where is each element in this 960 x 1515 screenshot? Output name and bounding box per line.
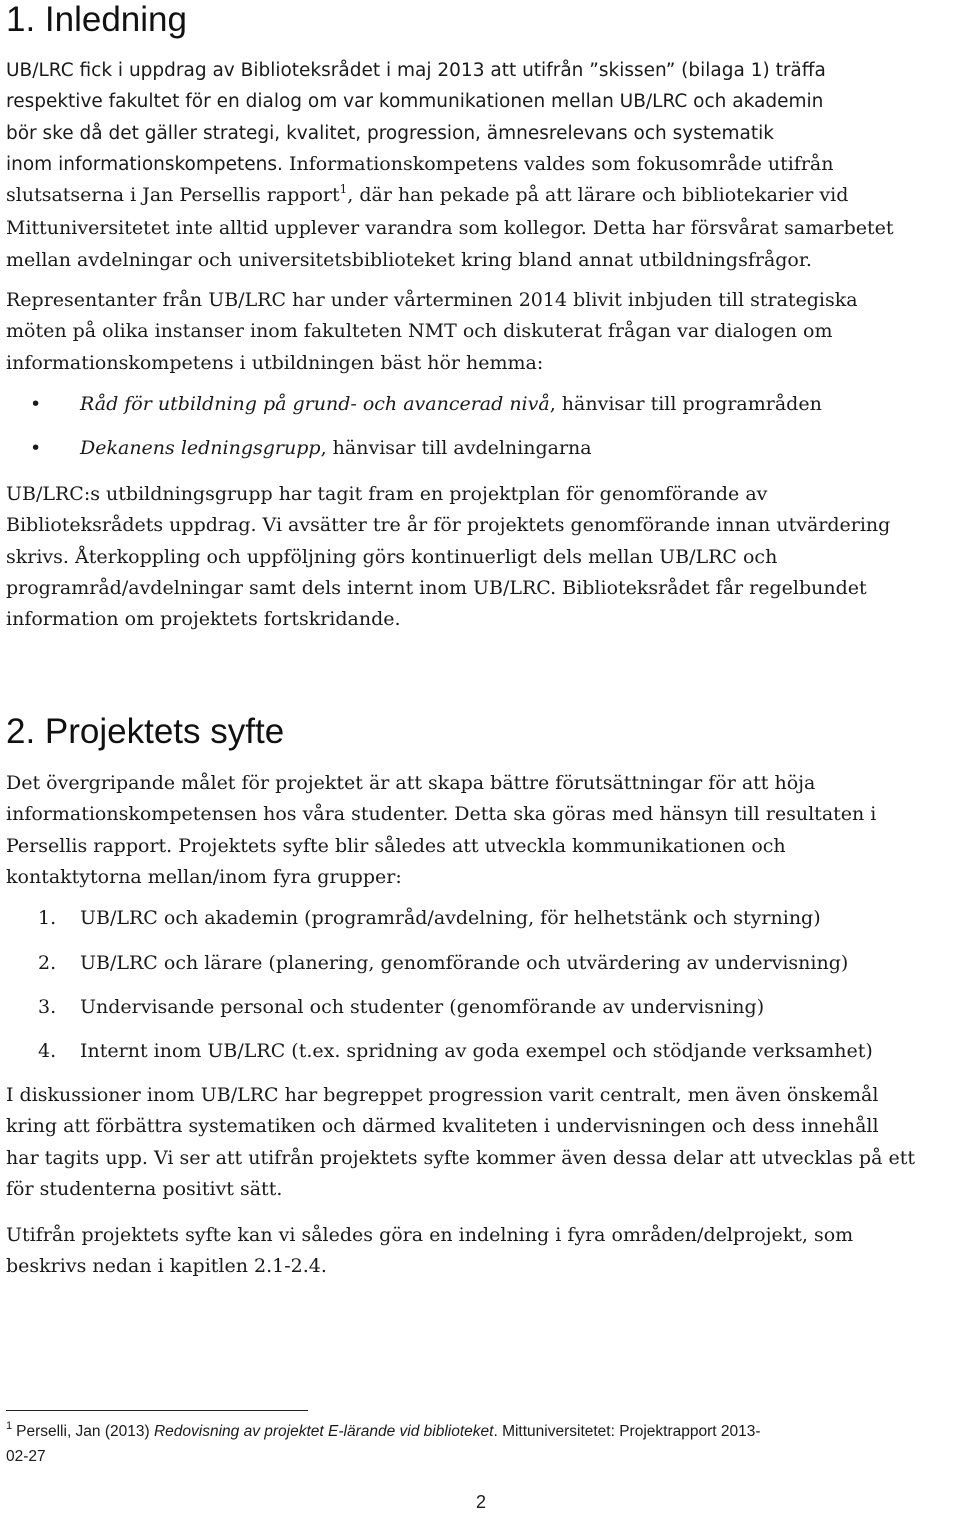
section-1-paragraph-3: [6, 479, 956, 635]
text-line: för studenterna positivt sätt.: [6, 1177, 283, 1200]
text-line: skrivs. Återkoppling och uppföljning görs kontinuerligt dels mellan UB/LRC och: [6, 545, 778, 568]
list-text: UB/LRC och akademin (programråd/avdelning, för helhetstänk och styrning): [80, 907, 821, 929]
text-line: Det övergripande målet för projektet är att skapa bättre förutsättningar för att höja: [6, 772, 816, 794]
text-line: respektive fakultet för en dialog om var kommunikationen mellan UB/LRC och akademin: [6, 91, 824, 113]
text-line: Representanter från UB/LRC har under vårterminen 2014 blivit inbjuden till strategiska: [6, 289, 858, 311]
list-text: UB/LRC och lärare (planering, genomförande och utvärdering av undervisning): [80, 952, 849, 974]
footnote-title: Redovisning av projektet E-lärande vid biblioteket: [153, 1423, 494, 1440]
footnote-separator: [6, 1410, 308, 1411]
text-line: informationskompetens i utbildningen bäst hör hemma:: [6, 351, 544, 374]
text-line: Biblioteksrådets uppdrag. Vi avsätter tre år för projektets genomförande innan utvärdering: [6, 514, 891, 537]
footnote-line: [6, 1420, 956, 1445]
text-span: Informationskompetens valdes som fokusområde utifrån: [282, 152, 834, 175]
text-span: , där han pekade på att lärare och bibliotekarier vid: [347, 184, 849, 207]
text-line: bör ske då det gäller strategi, kvalitet, progression, ämnesrelevans och systematik: [6, 122, 774, 144]
text-line: möten på olika instanser inom fakulteten NMT och diskuterat frågan var dialogen om: [6, 320, 833, 343]
list-text: Undervisande personal och studenter (genomförande av undervisning): [80, 996, 765, 1018]
footnote: [6, 1420, 956, 1469]
bullet-italic: Dekanens ledningsgrupp: [80, 437, 321, 459]
section-1-heading: 1. Inledning: [6, 0, 187, 39]
list-text: Internt inom UB/LRC (t.ex. spridning av goda exempel och stödjande verksamhet): [80, 1040, 873, 1062]
text-span: Mittuniversitetet inte alltid upplever varandra som kollegor.: [6, 217, 587, 240]
bullet-italic: Råd för utbildning på grund- och avancerad nivå: [80, 393, 550, 415]
section-1-paragraph-1: [6, 55, 956, 276]
list-number: 4.: [38, 1040, 57, 1062]
text-line: I diskussioner inom UB/LRC har begreppet progression varit centralt, men även önskemål: [6, 1084, 879, 1106]
text-line: informationskompetensen hos våra studenter. Detta ska göras med hänsyn till resultaten i: [6, 803, 877, 826]
section-2-paragraph-1: [6, 768, 956, 893]
page-number: 2: [476, 1492, 487, 1512]
footnote-rest: . Mittuniversitetet: Projektrapport 2013-: [493, 1423, 761, 1440]
text-line: beskrivs nedan i kapitlen 2.1-2.4.: [6, 1255, 327, 1278]
footnote-reference[interactable]: 1: [339, 182, 348, 197]
text-line: [6, 213, 956, 244]
section-2-heading: 2. Projektets syfte: [6, 712, 285, 751]
text-line: mellan avdelningar och universitetsbiblioteket kring bland annat utbildningsfrågor.: [6, 248, 812, 271]
bullet-icon: •: [30, 437, 42, 459]
text-line: kring att förbättra systematiken och därmed kvaliteten i undervisningen och dess innehåll: [6, 1115, 879, 1138]
bullet-rest: , hänvisar till programråden: [549, 393, 822, 415]
text-line: kontaktytorna mellan/inom fyra grupper:: [6, 865, 402, 888]
text-line: UB/LRC fick i uppdrag av Biblioteksrådet i maj 2013 att utifrån ”skissen” (bilaga 1) träffa: [6, 60, 826, 81]
text-line: har tagits upp. Vi ser att utifrån projektets syfte kommer även dessa delar att utvecklas på ett: [6, 1146, 915, 1169]
text-line: [6, 149, 956, 180]
footnote-author: Perselli, Jan (2013): [16, 1423, 154, 1440]
list-number: 1.: [38, 907, 57, 929]
bullet-text: [80, 393, 822, 415]
text-span: inom informationskompetens.: [6, 153, 283, 175]
bullet-text: [80, 437, 592, 459]
list-number: 2.: [38, 952, 57, 974]
text-line: [6, 180, 956, 213]
footnote-line: 02-27: [6, 1448, 46, 1465]
bullet-rest: , hänvisar till avdelningarna: [320, 437, 592, 459]
text-line: programråd/avdelningar samt dels internt inom UB/LRC. Biblioteksrådet får regelbundet: [6, 576, 867, 599]
text-span: Detta har försvårat samarbetet: [586, 217, 894, 240]
text-line: information om projektets fortskridande.: [6, 608, 401, 631]
section-2-paragraph-3: [6, 1220, 956, 1283]
text-line: Persellis rapport. Projektets syfte blir således att utveckla kommunikationen och: [6, 834, 786, 857]
text-line: UB/LRC:s utbildningsgrupp har tagit fram en projektplan för genomförande av: [6, 483, 768, 505]
list-number: 3.: [38, 996, 57, 1018]
text-line: Utifrån projektets syfte kan vi således göra en indelning i fyra områden/delprojekt, som: [6, 1224, 854, 1246]
footnote-mark: 1: [6, 1420, 13, 1432]
section-1-paragraph-2: [6, 285, 956, 379]
bullet-icon: •: [30, 393, 42, 415]
section-2-paragraph-2: [6, 1080, 956, 1205]
text-span: slutsatserna i Jan Persellis rapport: [6, 184, 340, 207]
